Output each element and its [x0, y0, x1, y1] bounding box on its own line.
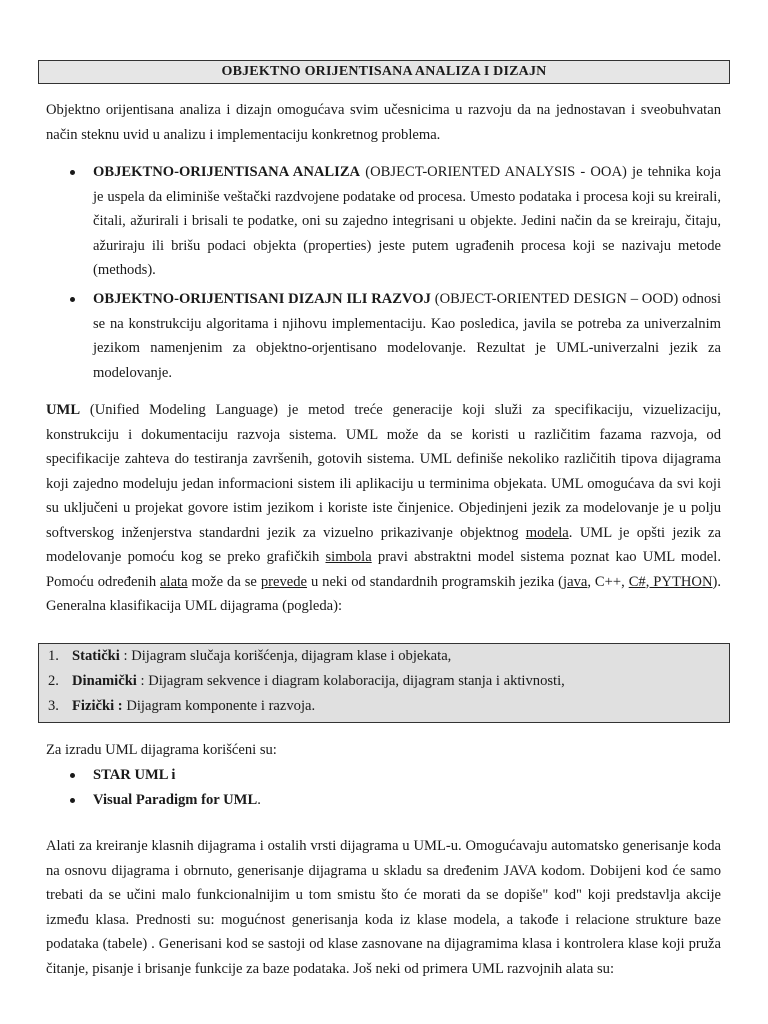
item-heading: Fizički :: [72, 698, 123, 714]
classification-item: [48, 695, 315, 717]
uml-text: , C++,: [587, 573, 629, 590]
uml-text: u neki od standardnih programskih jezika (: [307, 573, 564, 590]
tool-tail: .: [257, 792, 261, 808]
item-text: Dijagram komponente i razvoja.: [122, 698, 316, 714]
bullet-text: (OBJECT-ORIENTED ANALYSIS - OOA) je tehnika koja je uspela da eliminiše veštački razdvojene podatake od procesa. Umesto podataka i procesa koji su kreirali, čitali, ažurirali i brisali te podatke, oni su zajedno integrisani u objekte. Jedini način da se kreiraju, čitaju, ažuriraju ili brišu podaci objekta (properties) jeste putem ugrađenih procesa koji se nazivaju metode (methods).: [93, 164, 721, 278]
item-number: 1.: [48, 648, 59, 664]
link-prevede[interactable]: prevede: [260, 573, 308, 590]
bullet-icon: [70, 798, 75, 803]
uml-text: pravi abstraktni model sistema poznat kao UML model. Pomoću određenih: [46, 549, 721, 590]
bullet-icon: [70, 297, 75, 302]
bullet-icon: [70, 773, 75, 778]
uml-text: ). Generalna klasifikacija UML dijagrama (pogleda):: [46, 573, 722, 614]
item-number: 2.: [48, 673, 59, 689]
tool-item: [46, 788, 261, 813]
link-simbola[interactable]: simbola: [325, 549, 372, 565]
uml-paragraph: [46, 398, 721, 619]
uml-text: . UML je opšti jezik za modelovanje pomoću kog se preko grafičkih: [46, 524, 721, 565]
bullet-item-ood: [46, 287, 721, 385]
tool-name: STAR UML i: [93, 767, 176, 783]
link-java[interactable]: java: [563, 573, 588, 590]
classification-item: [48, 670, 565, 692]
uml-term: UML: [46, 402, 81, 418]
item-heading: Dinamički: [72, 673, 137, 689]
item-number: 3.: [48, 698, 59, 714]
bullet-item-ooa: [46, 160, 721, 283]
uml-text: (Unified Modeling Language) je metod treće generacije koji služi za specifikaciju, vizuelizaciju, konstrukciju i dokumentaciju razvoja sistema. UML može da se koristi u različitim fazama razvoja, od specifikacije zahteva do testiranja završenih, gotovih sistema. UML definiše nekoliko različitih tipova dijagrama koji zajedno modeluju jedan informacioni sistem ili aplikaciju u terminima objekata. UML omogućava da svi koji su uključeni u projekat govore istim jezikom i koriste iste činjenice. Objedinjeni jezik za modelovanje je u polju softverskog inženjerstva standardni jezik za vizuelno prikazivanje objektnog: [46, 402, 721, 541]
page-title: OBJEKTNO ORIJENTISANA ANALIZA I DIZAJN: [38, 60, 730, 84]
tools-paragraph: Alati za kreiranje klasnih dijagrama i ostalih vrsti dijagrama u UML-u. Omogućavaju automatsko generisanje koda na osnovu dijagrama i obrnuto, generisanje dijagrama u skladu sa dređenim JAVA kodom. Dobijeni kod će samo trebati da se učini malo funkcionalnijim u tom smistu što će morati da se dopiše" kod" koji predstavlja akcije između klasa. Prednosti su: mogućnost generisanja koda iz klase modela, a takođe i relacione strukture baze podataka (tabele) . Generisani kod se sastoji od klase zasnovane na dijagramima klasa i kontrolera klase koji pruža čitanje, pisanje i brisanje funkcije za baze podataka. Još neki od primera UML razvojnih alata su:: [46, 838, 721, 977]
classification-box: [38, 643, 730, 723]
tools-list: [46, 763, 261, 813]
uml-text: može da se: [187, 573, 261, 590]
link-modela[interactable]: modela: [525, 524, 569, 541]
bullet-list-ooa: [46, 160, 721, 283]
bullet-heading: OBJEKTNO-ORIJENTISANI DIZAJN ILI RAZVOJ: [93, 291, 431, 307]
item-heading: Statički: [72, 648, 120, 664]
bullet-text: (OBJECT-ORIENTED DESIGN – OOD) odnosi se na konstrukciju algoritama i njihovu implementaciju. Kao posledica, javila se potreba za univerzalnim jezikom namenjenim za objektno-orjentisano modelovanje. Rezultat je UML-univerzalni jezik za modelovanje.: [93, 291, 721, 381]
bullet-icon: [70, 170, 75, 175]
item-text: : Dijagram slučaja korišćenja, dijagram klase i objekata,: [119, 648, 452, 664]
intro-paragraph: Objektno orijentisana analiza i dizajn omogućava svim učesnicima u razvoju da na jednostavan i sveobuhvatan način steknu uvid u analizu i implementaciju konkretnog problema.: [46, 102, 721, 143]
tools-intro: Za izradu UML dijagrama korišćeni su:: [46, 742, 277, 758]
bullet-list-ood: [46, 287, 721, 385]
link-csharp-python[interactable]: C#, PYTHON: [628, 573, 713, 590]
tool-item: [46, 763, 261, 788]
classification-item: [48, 645, 451, 667]
item-text: : Dijagram sekvence i diagram kolaboracija, dijagram stanja i aktivnosti,: [136, 673, 565, 689]
link-alata[interactable]: alata: [160, 573, 188, 590]
tool-name: Visual Paradigm for UML: [93, 792, 258, 808]
bullet-heading: OBJEKTNO-ORIJENTISANA ANALIZA: [93, 164, 361, 180]
